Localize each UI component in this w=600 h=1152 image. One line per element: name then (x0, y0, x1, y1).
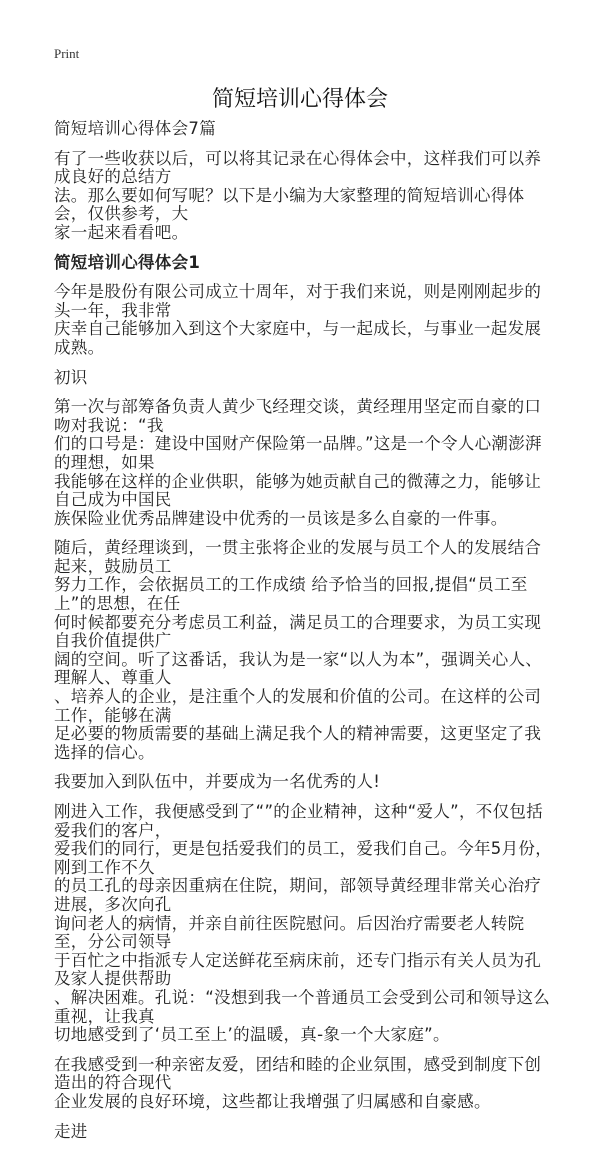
paragraph: 今年是股份有限公司成立十周年，对于我们来说，则是刚刚起步的头一年，我非常 庆幸自己能够加入到这个大家庭中，与一起成长，与事业一起发展成熟。 (54, 282, 542, 357)
subheading: 初识 (54, 367, 88, 387)
paragraph: 随后，黄经理谈到，一贯主张将企业的发展与员工个人的发展结合起来，鼓励员工 努力工作，会依据员工的工作成绩 给予恰当的回报,提倡“员工至上”的思想，在任 何时候都要充分考虑员工利益，满足员工的合理要求，为员工实现自我价值提供广 阔的空间。听了这番话，我认为是一家“以人为本”，强调关心人、理解人、尊重人 、培养人的企业，是注重个人的发展和价值的公司。在这样的公司工作，能够在满 足必要的物质需要的基础上满足我个人的精神需要，这更坚定了我选择的信心。 (54, 538, 543, 762)
section-heading: 简短培训心得体会1 (54, 252, 201, 272)
page-title: 简短培训心得体会 (211, 87, 388, 112)
paragraph: 在我感受到一种亲密友爱，团结和睦的企业氛围，感受到制度下创造出的符合现代 企业发展的良好环境，这些都让我增强了归属感和自豪感。 (54, 1054, 542, 1111)
paragraph: 第一次与部筹备负责人黄少飞经理交谈，黄经理用坚定而自豪的口吻对我说：“我 们的口号是：建设中国财产保险第一品牌。”这是一个令人心潮澎湃的理想，如果 我能够在这样的企业供职，能够为她贡献自己的微薄之力，能够让自己成为中国民 族保险业优秀品牌建设中优秀的一员该是多么自豪的一件事。 (54, 397, 542, 528)
subheading: 走进 (54, 1121, 88, 1141)
print-link[interactable]: Print (54, 46, 80, 61)
document-body (54, 120, 554, 1152)
paragraph: 刚进入工作，我便感受到了“”的企业精神，这种“爱人”，不仅包括爱我们的客户， 爱我们的同行，更是包括爱我们的员工，爱我们自己。今年5月份，刚到工作不久 的员工孔的母亲因重病在住院，期间，部领导黄经理非常关心治疗进展，多次向孔 询问老人的病情，并亲自前往医院慰问。后因治疗需要老人转院至，分公司领导 于百忙之中指派专人定送鲜花至病床前，还专门指示有关人员为孔及家人提供帮助 、解决困难。孔说：“没想到我一个普通员工会受到公司和领导这么重视，让我真 切地感受到了‘员工至上’的温暖，真-象一个大家庭”。 (54, 802, 552, 1045)
subtitle: 简短培训心得体会7篇 (54, 119, 216, 138)
paragraph: 我要加入到队伍中，并要成为一名优秀的人! (54, 772, 381, 792)
intro-paragraph: 有了一些收获以后，可以将其记录在心得体会中，这样我们可以养成良好的总结方 法。那么要如何写呢？以下是小编为大家整理的简短培训心得体会，仅供参考，大 家一起来看看吧。 (54, 148, 542, 242)
